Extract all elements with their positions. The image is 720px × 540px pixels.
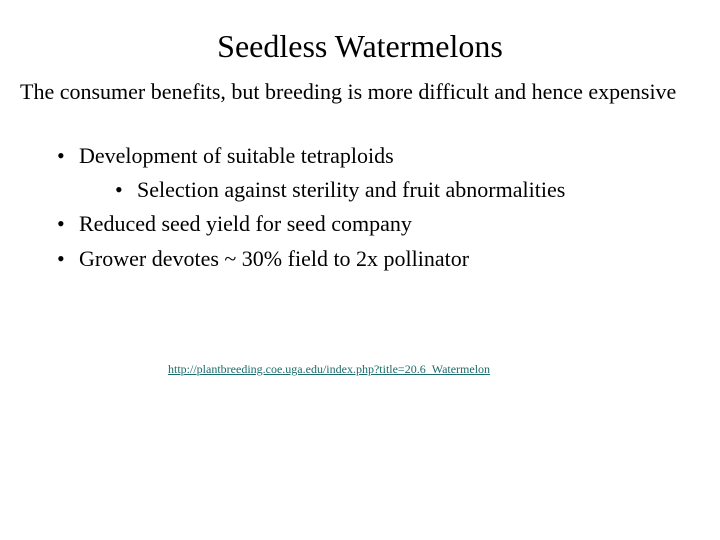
bullet-glyph: •	[57, 211, 65, 236]
bullet-text: Reduced seed yield for seed company	[79, 211, 412, 236]
bullet-text: Development of suitable tetraploids	[79, 143, 394, 168]
bullet-text: Grower devotes ~ 30% field to 2x pollinator	[79, 246, 470, 271]
intro-text: The consumer benefits, but breeding is more difficult and hence expensive	[20, 79, 677, 104]
bullet-item	[57, 210, 412, 238]
bullet-text: Selection against sterility and fruit abnormalities	[137, 177, 566, 202]
bullet-glyph: •	[115, 177, 123, 202]
slide-title: Seedless Watermelons	[217, 28, 503, 64]
sub-bullet-item	[115, 176, 565, 204]
bullet-item	[57, 245, 469, 273]
bullet-item	[57, 142, 394, 170]
source-link[interactable]: http://plantbreeding.coe.uga.edu/index.php?title=20.6_Watermelon	[168, 362, 491, 376]
bullet-glyph: •	[57, 143, 65, 168]
bullet-glyph: •	[57, 246, 65, 271]
